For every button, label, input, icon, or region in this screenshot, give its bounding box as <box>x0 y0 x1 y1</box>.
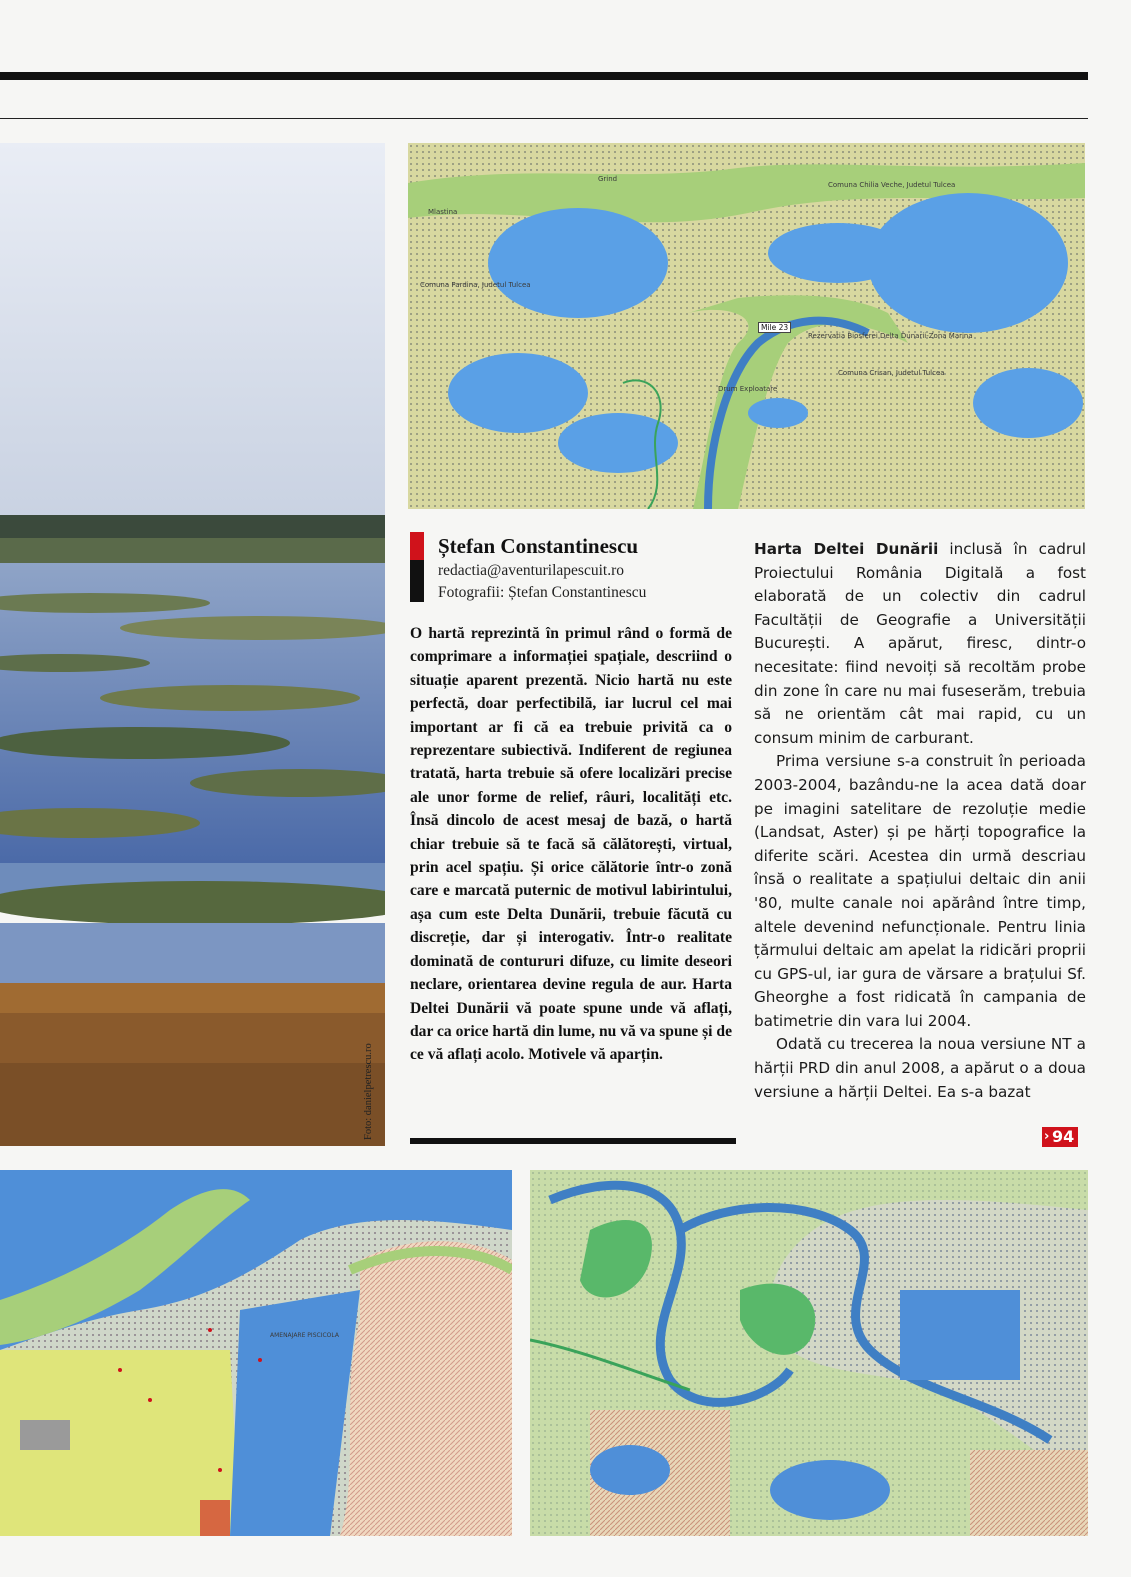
body-paragraph-2: Prima versiune s-a construit în perioada 2003-2004, bazându-ne la acea dată doar pe imagini satelitare de rezoluție medie (Landsat, Aster) și pe hărți topografice la diferite scări. Acestea din urmă descriau însă o realitate a spațiului deltaic din anii '80, multe canale noi apărând între timp, altele devenind nefuncționale. Pentru linia țărmului deltaic am apelat la ridicări proprii cu GPS-ul, iar gura de vărsare a brațului Sf. Gheorghe a fost ridicată în campania de batimetrie din vara lui 2004. <box>754 752 1086 1030</box>
body-paragraph-3: Odată cu trecerea la noua versiune NT a hărții PRD din anul 2008, a apărut o a doua versiune a hărții Deltei. Ea s-a bazat <box>754 1035 1086 1101</box>
lead-paragraph: O hartă reprezintă în primul rând o formă de comprimare a informației spațiale, descriind o situație aparent prezentă. Nicio hartă nu este perfectă, doar perfectibilă, iar lucrul cel mai important ar fi că ea trebuie privită ca o reprezentare subiectivă. Indiferent de regiunea tratată, harta trebuie să ofere localizări precise ale unor forme de relief, râuri, localități etc. Însă dincolo de acest mesaj de bază, o hartă chiar trebuie să te facă să călătorești, virtual, prin acel spațiu. Și orice călătorie într-o zonă care e marcată puternic de motivul labirintului, așa cum este Delta Dunării, trebuie făcută cu discreție, dar și interogativ. Într-o realitate dominată de contururi difuze, cu limite deseori neclare, orientarea devine regula de aur. Harta Deltei Dunării vă poate spune unde vă aflați, dar ca orice hartă din lume, nu vă va spune și de ce vă aflați acolo. Motivele vă aparțin. <box>410 625 733 1064</box>
map-label-chilia: Comuna Chilia Veche, Judetul Tulcea <box>828 181 956 189</box>
map-label-crisan: Comuna Crisan, Judetul Tulcea <box>838 369 945 377</box>
map-label-mlastina: Mlastina <box>428 208 458 216</box>
map-label-pardina: Comuna Pardina, Judetul Tulcea <box>420 281 531 289</box>
body-paragraph-1-text: inclusă în cadrul Proiectului România Digitală a fost elaborată de un colectiv din cadrul Facultății de Geografie a Universității București. A apărut, firesc, dintr-o necesitate: fiind nevoiți să recoltăm probe din zone în care nu mai fuseserăm, trebuia să ne orientăm cât mai rapid, cu un consum minim de carburant. <box>754 540 1086 747</box>
lead-rule <box>410 1138 736 1144</box>
page-arrow-icon: › <box>1044 1129 1050 1144</box>
author-name: Ștefan Constantinescu <box>438 534 639 558</box>
map-label-rezervatie: Rezervatia Biosferei Delta Dunarii-Zona Marina <box>808 332 973 340</box>
page-number-value: 94 <box>1052 1127 1075 1146</box>
delta-map-top <box>408 143 1085 509</box>
delta-map-bottom-right <box>530 1170 1088 1536</box>
delta-photo <box>0 143 385 1146</box>
body-title-bold: Harta Deltei Dunării <box>754 540 939 558</box>
map-label-grind: Grind <box>598 175 618 183</box>
page-number <box>1042 1127 1078 1147</box>
author-accent-black <box>410 560 424 602</box>
author-email: redactia@aventurilapescuit.ro <box>438 562 624 579</box>
body-text <box>754 538 1086 1104</box>
photo-credit-line: Fotografii: Ștefan Constantinescu <box>438 584 647 601</box>
top-rule <box>0 72 1088 80</box>
photo-credit: Foto: danielpetrescu.ro <box>363 1043 374 1140</box>
delta-map-bottom-left <box>0 1170 512 1536</box>
map-label-drum: Drum Exploatare <box>718 385 778 393</box>
body-paragraph-1 <box>754 538 1086 750</box>
author-accent-red <box>410 532 424 560</box>
map-label-amenajare: AMENAJARE PISCICOLA <box>270 1332 339 1339</box>
mile-marker: Mile 23 <box>758 322 791 333</box>
header-divider <box>0 118 1088 119</box>
